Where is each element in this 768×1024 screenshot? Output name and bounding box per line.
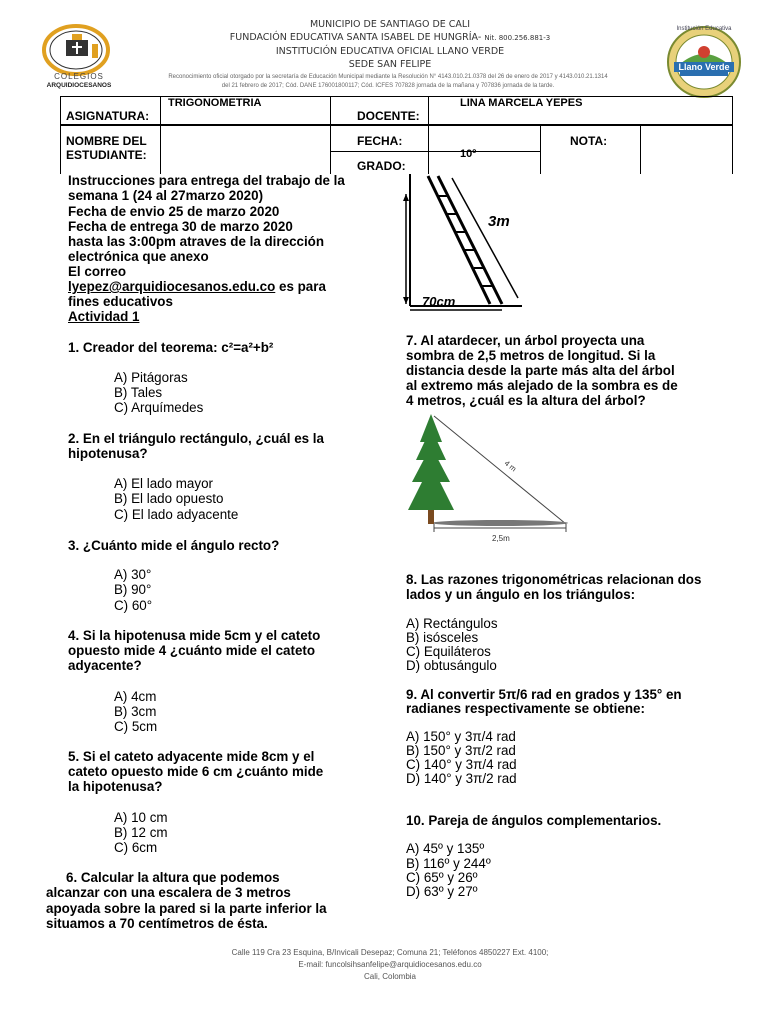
ladder-diagram <box>402 174 526 312</box>
logo-left-line2: ARQUIDIOCESANOS <box>46 82 112 89</box>
q9-option-d: D) 140° y 3π/2 rad <box>406 771 517 786</box>
instructions-email-line <box>68 279 326 294</box>
tree-hyp-label: 4 m <box>502 458 519 474</box>
q4-option-c: C) 5cm <box>114 719 158 734</box>
tree-shadow-label: 2,5m <box>492 534 510 543</box>
fecha-label: FECHA: <box>357 134 403 148</box>
footer-city: Cali, Colombia <box>363 972 417 981</box>
q7-line4: al extremo más alejado de la sombra es de <box>406 378 678 393</box>
nit-text: Nit. 800.256.881-3 <box>484 34 551 42</box>
tree-hypotenuse <box>434 416 566 524</box>
nombre-label <box>66 134 147 162</box>
q9-option-b: B) 150° y 3π/2 rad <box>406 743 516 758</box>
q3-option-b: B) 90° <box>114 582 152 597</box>
q6-line4: situamos a 70 centímetros de ésta. <box>46 916 268 931</box>
q3-option-c: C) 60° <box>114 598 153 613</box>
q5-line1: 5. Si el cateto adyacente mide 8cm y el <box>68 749 315 764</box>
fundacion-text: FUNDACIÓN EDUCATIVA SANTA ISABEL DE HUNGRÍA- <box>229 32 482 43</box>
q7-line1: 7. Al atardecer, un árbol proyecta una <box>406 333 645 348</box>
q2-line2: hipotenusa? <box>68 446 148 461</box>
q10-option-d: D) 63º y 27º <box>406 884 478 899</box>
ladder-rail-left <box>428 176 490 304</box>
q6-line2: alcanzar con una escalera de 3 metros <box>46 885 291 900</box>
logo-colegios-arquidiocesanos <box>36 22 122 94</box>
logo-right-top: Institución Educativa <box>676 26 732 32</box>
shadow-shape <box>432 520 568 526</box>
q1-option-a: A) Pitágoras <box>114 370 188 385</box>
q2-option-a: A) El lado mayor <box>114 476 213 491</box>
q9-line2: radianes respectivamente se obtiene: <box>406 701 645 716</box>
q1-option-c: C) Arquímedes <box>114 400 204 415</box>
q7-line5: 4 metros, ¿cuál es la altura del árbol? <box>406 393 646 408</box>
q1-option-b: B) Tales <box>114 385 163 400</box>
q4-option-a: A) 4cm <box>114 689 157 704</box>
logo-llano-verde <box>664 24 744 100</box>
q8-option-a: A) Rectángulos <box>406 616 498 631</box>
logo-left-line1: COLEGIOS <box>54 72 104 81</box>
footer <box>150 947 630 983</box>
tree-diagram <box>406 412 578 546</box>
q7-line2: sombra de 2,5 metros de longitud. Si la <box>406 348 656 363</box>
q9-option-c: C) 140° y 3π/4 rad <box>406 757 517 772</box>
reconocimiento-line2: del 21 febrero de 2017; Cód. DANE 176001800117; Cód. ICFES 707828 jornada de la mañana y 707836 jornada de la tarde. <box>221 83 555 89</box>
q10-option-b: B) 116º y 244º <box>406 856 491 871</box>
instructions-line7: El correo <box>68 264 127 279</box>
q4-line2: opuesto mide 4 ¿cuánto mide el cateto <box>68 643 316 658</box>
instructions-line1: Instrucciones para entrega del trabajo de la <box>68 173 345 188</box>
q9-line1: 9. Al convertir 5π/6 rad en grados y 135° en <box>406 687 682 702</box>
instructions-line2: semana 1 (24 al 27marzo 2020) <box>68 188 264 203</box>
q6-line1: 6. Calcular la altura que podemos <box>66 870 280 885</box>
q4-line1: 4. Si la hipotenusa mide 5cm y el cateto <box>68 628 321 643</box>
reconocimiento-line1: Reconocimiento oficial otorgado por la secretaría de Educación Municipal mediante la Resolución N° 4143.010.21.0378 del 26 de enero de 2017 y 4143.010.21.1314 <box>168 74 608 80</box>
ladder-height-label: 3m <box>488 213 510 230</box>
nombre-label-line2: ESTUDIANTE: <box>66 148 147 162</box>
activity-title: Actividad 1 <box>68 309 140 324</box>
q9-option-a: A) 150° y 3π/4 rad <box>406 729 516 744</box>
instructions-line4: Fecha de entrega 30 de marzo 2020 <box>68 219 293 234</box>
grado-label: GRADO: <box>357 159 406 173</box>
email-rest: es para <box>275 279 326 294</box>
instructions-line3: Fecha de envio 25 de marzo 2020 <box>68 204 280 219</box>
fecha-field[interactable] <box>430 127 538 150</box>
nombre-label-line1: NOMBRE DEL <box>66 134 147 148</box>
header-institucion: INSTITUCIÓN EDUCATIVA OFICIAL LLANO VERDE <box>275 46 505 57</box>
q10-option-a: A) 45º y 135º <box>406 841 485 856</box>
header-fundacion <box>150 32 630 43</box>
instructions-line6: electrónica que anexo <box>68 249 209 264</box>
q8-option-b: B) isósceles <box>406 630 479 645</box>
footer-address: Calle 119 Cra 23 Esquina, B/Invicali Desepaz; Comuna 21; Teléfonos 4850227 Ext. 4100; <box>231 948 549 957</box>
header-reconocimiento <box>118 73 658 91</box>
instructions-line5: hasta las 3:00pm atraves de la dirección <box>68 234 325 249</box>
q7-line3: distancia desde la parte más alta del árbol <box>406 363 675 378</box>
q5-option-c: C) 6cm <box>114 840 158 855</box>
q1-text: 1. Creador del teorema: c²=a²+b² <box>68 340 274 355</box>
q5-option-a: A) 10 cm <box>114 810 168 825</box>
nombre-field[interactable] <box>162 127 328 173</box>
ladder-base-label: 70cm <box>422 294 456 309</box>
q3-option-a: A) 30° <box>114 567 152 582</box>
docente-label: DOCENTE: <box>357 109 420 123</box>
q2-line1: 2. En el triángulo rectángulo, ¿cuál es la <box>68 431 324 446</box>
header-sede: SEDE SAN FELIPE <box>348 59 432 70</box>
q2-option-c: C) El lado adyacente <box>114 507 239 522</box>
q4-line3: adyacente? <box>68 658 142 673</box>
nota-label: NOTA: <box>570 134 608 148</box>
q6-line3: apoyada sobre la pared si la parte inferior la <box>46 901 327 916</box>
asignatura-value: TRIGONOMETRIA <box>168 97 262 109</box>
nota-field[interactable] <box>642 127 730 173</box>
q4-option-b: B) 3cm <box>114 704 157 719</box>
hyp-arrow <box>452 178 518 298</box>
docente-value: LINA MARCELA YEPES <box>460 97 583 109</box>
instructions-line9: fines educativos <box>68 294 173 309</box>
footer-email: E-mail: funcolsihsanfelipe@arquidiocesanos.edu.co <box>298 960 482 969</box>
q10-text: 10. Pareja de ángulos complementarios. <box>406 813 662 828</box>
grado-value: 10º <box>460 148 477 160</box>
q8-line2: lados y un ángulo en los triángulos: <box>406 587 636 602</box>
logo-right-main: Llano Verde <box>674 62 734 72</box>
q8-option-c: C) Equiláteros <box>406 644 491 659</box>
header-municipio: MUNICIPIO DE SANTIAGO DE CALI <box>309 19 471 30</box>
q5-option-b: B) 12 cm <box>114 825 168 840</box>
q10-option-c: C) 65º y 26º <box>406 870 478 885</box>
q2-option-b: B) El lado opuesto <box>114 491 224 506</box>
asignatura-label: ASIGNATURA: <box>66 109 150 123</box>
q8-line1: 8. Las razones trigonométricas relacionan dos <box>406 572 702 587</box>
q3-text: 3. ¿Cuánto mide el ángulo recto? <box>68 538 280 553</box>
q5-line2: cateto opuesto mide 6 cm ¿cuánto mide <box>68 764 324 779</box>
q5-line3: la hipotenusa? <box>68 779 163 794</box>
q8-option-d: D) obtusángulo <box>406 658 497 673</box>
ladder-figure <box>402 174 526 312</box>
tree-figure <box>406 412 578 546</box>
email-link[interactable]: lyepez@arquidiocesanos.edu.co <box>68 279 276 294</box>
